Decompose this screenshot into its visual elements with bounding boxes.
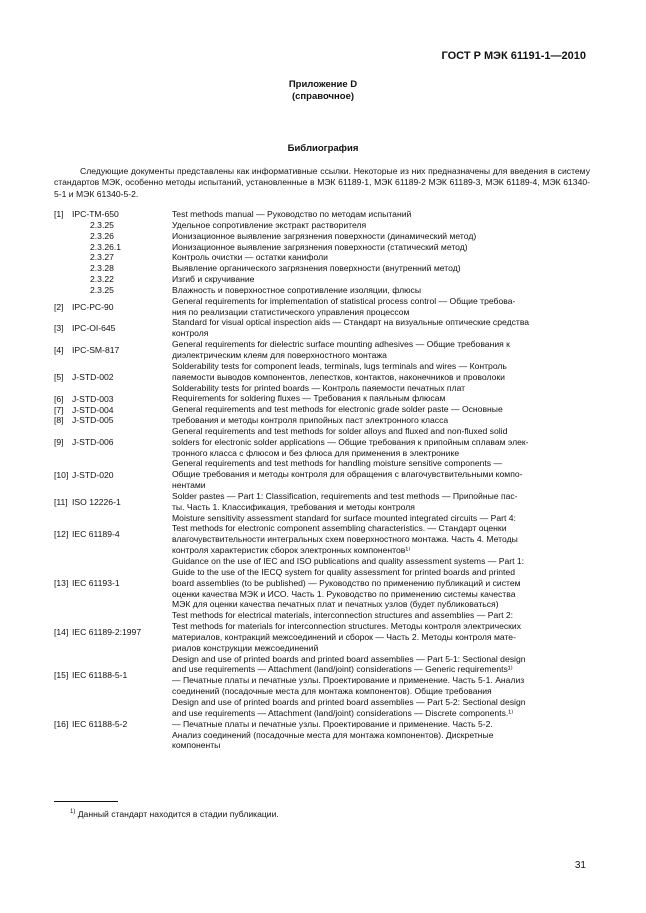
reference-description bbox=[172, 285, 590, 296]
reference-description bbox=[172, 296, 590, 318]
reference-code: IEC 61189-2:1997 bbox=[72, 626, 142, 637]
description-line: Design and use of printed boards and printed board assemblies — Part 5-2: Sectional design bbox=[172, 696, 526, 707]
footnote-divider bbox=[54, 801, 118, 802]
reference-label bbox=[54, 578, 172, 588]
reference-label bbox=[54, 394, 172, 404]
description-line: Test methods for materials for interconnection structures. Методы контроля электрических bbox=[172, 621, 522, 632]
reference-row bbox=[54, 220, 590, 231]
reference-description bbox=[172, 458, 590, 491]
description-line: Test methods for electronic component assembling characteristics. — Стандарт оценки bbox=[172, 523, 507, 534]
reference-row bbox=[54, 697, 590, 751]
description-line: — Печатные платы и печатные узлы. Проектирование и применение. Часть 5-2. bbox=[172, 718, 493, 729]
reference-number: [2] bbox=[54, 301, 64, 312]
description-line: Ионизационное выявление загрязнения поверхности (статический метод) bbox=[172, 241, 468, 252]
reference-row bbox=[54, 209, 590, 220]
description-line: ты. Часть 1. Классификация, требования и методы контроля bbox=[172, 501, 415, 512]
description-line: Test methods manual — Руководство по методам испытаний bbox=[172, 209, 412, 219]
description-line: Изгиб и скручивание bbox=[172, 274, 255, 285]
reference-number: [8] bbox=[54, 415, 64, 426]
description-line: — Печатные платы и печатные узлы. Проектирование и применение. Часть 5-1. Анализ bbox=[172, 675, 525, 686]
reference-row bbox=[54, 242, 590, 253]
clause-number: 2.3.22 bbox=[90, 274, 114, 285]
description-line: General requirements for implementation of statistical process control — Общие требова- bbox=[172, 295, 516, 306]
reference-row bbox=[54, 556, 590, 610]
reference-code: ISO 12226-1 bbox=[72, 496, 121, 507]
reference-row bbox=[54, 393, 590, 404]
reference-description bbox=[172, 317, 590, 339]
description-line: тронного класса с флюсом и без флюса для применения в электронике bbox=[172, 447, 460, 458]
description-line: Удельное сопротивление экстракт растворителя bbox=[172, 219, 367, 230]
section-title: Библиография bbox=[287, 143, 359, 154]
description-line: нентами bbox=[172, 480, 206, 491]
description-line: Анализ соединений (посадочные места для монтажа компонентов). Дискретные bbox=[172, 729, 494, 740]
reference-description bbox=[172, 242, 590, 253]
annex-heading bbox=[0, 79, 646, 103]
reference-row bbox=[54, 404, 590, 415]
reference-description bbox=[172, 426, 590, 459]
reference-row bbox=[54, 274, 590, 285]
description-line: Requirements for soldering fluxes — Требования к паяльным флюсам bbox=[172, 393, 446, 404]
reference-row bbox=[54, 458, 590, 491]
reference-code: IPC-SM-817 bbox=[72, 344, 120, 355]
clause-number: 2.3.26.1 bbox=[90, 241, 122, 252]
reference-row bbox=[54, 339, 590, 361]
reference-number: [9] bbox=[54, 437, 64, 448]
reference-label bbox=[54, 719, 172, 729]
reference-label bbox=[54, 415, 172, 425]
document-header: ГОСТ Р МЭК 61191-1—2010 bbox=[441, 50, 586, 62]
reference-number: [16] bbox=[54, 719, 69, 730]
description-line: General requirements and test methods for electronic grade solder paste — Основные bbox=[172, 404, 503, 415]
reference-code: J-STD-006 bbox=[72, 437, 114, 448]
test-method-clause bbox=[54, 263, 172, 274]
description-line: компоненты bbox=[172, 740, 221, 751]
test-method-clause bbox=[54, 220, 172, 231]
description-line: контроля bbox=[172, 328, 209, 339]
description-line: and use requirements — Attachment (land/joint) considerations — Generic requirements¹⁾ bbox=[172, 664, 513, 675]
test-method-clause bbox=[54, 231, 172, 242]
description-line: оценки качества МЭК и ИСО. Часть 1. Руководство по применению системы качества bbox=[172, 588, 516, 599]
description-line: Guide to the use of the IECQ system for quality assessment for printed boards and printed bbox=[172, 566, 515, 577]
reference-number: [1] bbox=[54, 209, 64, 220]
reference-number: [4] bbox=[54, 344, 64, 355]
reference-label bbox=[54, 529, 172, 539]
description-line: Moisture sensitivity assessment standard for surface mounted integrated circuits — Part 4: bbox=[172, 512, 516, 523]
reference-description bbox=[172, 556, 590, 610]
description-line: Влажность и поверхностное сопротивление изоляции, флюсы bbox=[172, 284, 422, 295]
footnote bbox=[70, 809, 279, 819]
reference-number: [11] bbox=[54, 496, 68, 507]
clause-number: 2.3.27 bbox=[90, 252, 114, 263]
clause-number: 2.3.28 bbox=[90, 263, 114, 274]
description-line: Solder pastes — Part 1: Classification, requirements and test methods — Припойные пас- bbox=[172, 490, 518, 501]
description-line: solders for electronic solder applications — Общие требования к припойным сплавам элек- bbox=[172, 436, 529, 447]
reference-description bbox=[172, 220, 590, 231]
clause-number: 2.3.25 bbox=[90, 284, 114, 295]
description-line: паяемости выводов компонентов, лепестков, контактов, наконечников и проволоки bbox=[172, 371, 505, 382]
reference-row bbox=[54, 252, 590, 263]
reference-row bbox=[54, 610, 590, 653]
reference-list bbox=[54, 209, 590, 751]
reference-number: [3] bbox=[54, 323, 64, 334]
reference-code: IEC 61189-4 bbox=[72, 529, 120, 540]
reference-row bbox=[54, 491, 590, 513]
test-method-clause bbox=[54, 285, 172, 296]
reference-code: IEC 61188-5-2 bbox=[72, 719, 128, 730]
reference-label bbox=[54, 627, 172, 637]
reference-code: J-STD-005 bbox=[72, 415, 114, 426]
description-line: General requirements and test methods for handling moisture sensitive components — bbox=[172, 458, 503, 469]
reference-row bbox=[54, 317, 590, 339]
reference-label bbox=[54, 302, 172, 312]
reference-code: J-STD-004 bbox=[72, 404, 114, 415]
reference-description bbox=[172, 491, 590, 513]
reference-label bbox=[54, 323, 172, 333]
reference-number: [12] bbox=[54, 529, 69, 540]
page-number: 31 bbox=[574, 860, 586, 871]
reference-description bbox=[172, 209, 590, 220]
footnote-text: Данный стандарт находится в стадии публикации. bbox=[77, 809, 279, 819]
description-line: General requirements for dielectric surface mounting adhesives — Общие требования к bbox=[172, 339, 510, 350]
reference-code: IPC-TM-650 bbox=[72, 209, 119, 220]
reference-description bbox=[172, 263, 590, 274]
description-line: Test methods for electrical materials, interconnection structures and assemblies — Part 2: bbox=[172, 610, 514, 621]
description-line: Standard for visual optical inspection aids — Стандарт на визуальные оптические средства bbox=[172, 317, 530, 328]
description-line: Solderability tests for component leads, terminals, lugs terminals and wires — Контроль bbox=[172, 360, 507, 371]
reference-label bbox=[54, 670, 172, 680]
footnote-mark: 1) bbox=[70, 809, 76, 816]
description-line: контроля характеристик сборок электронных компонентов¹⁾ bbox=[172, 545, 411, 556]
description-line: Design and use of printed boards and printed board assemblies — Part 5-1: Sectional design bbox=[172, 653, 526, 664]
reference-row bbox=[54, 296, 590, 318]
reference-number: [15] bbox=[54, 670, 69, 681]
reference-description bbox=[172, 231, 590, 242]
reference-description bbox=[172, 339, 590, 361]
reference-code: J-STD-003 bbox=[72, 393, 114, 404]
reference-description bbox=[172, 404, 590, 415]
description-line: МЭК для оценки качества печатных плат и печатных узлов (будет публиковаться) bbox=[172, 599, 499, 610]
description-line: Ионизационное выявление загрязнения поверхности (динамический метод) bbox=[172, 230, 477, 241]
reference-number: [7] bbox=[54, 404, 64, 415]
reference-label bbox=[54, 497, 172, 507]
reference-code: IEC 61193-1 bbox=[72, 578, 120, 589]
reference-row bbox=[54, 513, 590, 556]
description-line: Выявление органического загрязнения поверхности (внутренний метод) bbox=[172, 263, 461, 274]
description-line: материалов, контракций межсоединений и сборок — Часть 2. Методы контроля мате- bbox=[172, 631, 516, 642]
description-line: риалов конструкции межсоединений bbox=[172, 642, 319, 653]
description-line: влагочувствительности интегральных схем поверхностного монтажа. Часть 4. Методы bbox=[172, 534, 518, 545]
reference-number: [5] bbox=[54, 372, 64, 383]
reference-row bbox=[54, 361, 590, 394]
reference-description bbox=[172, 697, 590, 751]
description-line: Solderability tests for printed boards — Контроль паяемости печатных плат bbox=[172, 382, 466, 393]
reference-description bbox=[172, 513, 590, 556]
reference-number: [10] bbox=[54, 469, 69, 480]
reference-code: J-STD-002 bbox=[72, 372, 114, 383]
clause-number: 2.3.26 bbox=[90, 230, 114, 241]
reference-description bbox=[172, 361, 590, 394]
description-line: board assemblies (to be published) — Руководство по применению публикаций и систем bbox=[172, 577, 521, 588]
reference-code: IPC-OI-645 bbox=[72, 323, 116, 334]
reference-description bbox=[172, 393, 590, 404]
description-line: соединений (посадочные места для монтажа компонентов). Общие требования bbox=[172, 686, 492, 697]
reference-row bbox=[54, 263, 590, 274]
reference-code: IPC-PC-90 bbox=[72, 301, 114, 312]
description-line: General requirements and test methods for solder alloys and fluxed and non-fluxed solid bbox=[172, 425, 508, 436]
annex-title: Приложение D bbox=[288, 79, 358, 90]
test-method-clause bbox=[54, 274, 172, 285]
reference-row bbox=[54, 285, 590, 296]
reference-number: [6] bbox=[54, 393, 64, 404]
reference-code: IEC 61188-5-1 bbox=[72, 670, 128, 681]
test-method-clause bbox=[54, 252, 172, 263]
description-line: Контроль очистки — остатки канифоли bbox=[172, 252, 328, 263]
reference-label bbox=[54, 209, 172, 219]
reference-number: [14] bbox=[54, 626, 69, 637]
clause-number: 2.3.25 bbox=[90, 219, 114, 230]
reference-number: [13] bbox=[54, 578, 69, 589]
reference-description bbox=[172, 415, 590, 426]
description-line: and use requirements — Attachment (land/joint) considerations — Discrete components.¹⁾ bbox=[172, 707, 514, 718]
reference-row bbox=[54, 654, 590, 697]
reference-label bbox=[54, 345, 172, 355]
reference-label bbox=[54, 470, 172, 480]
description-line: диэлектрическим клеям для поверхностного монтажа bbox=[172, 349, 387, 360]
reference-row bbox=[54, 415, 590, 426]
reference-code: J-STD-020 bbox=[72, 469, 114, 480]
reference-label bbox=[54, 405, 172, 415]
annex-subtitle: (справочное) bbox=[291, 91, 355, 102]
reference-description bbox=[172, 252, 590, 263]
reference-row bbox=[54, 231, 590, 242]
reference-label bbox=[54, 372, 172, 382]
reference-label bbox=[54, 437, 172, 447]
description-line: Общие требования и методы контроля для обращения с влагочувствительными компо- bbox=[172, 469, 523, 480]
test-method-clause bbox=[54, 242, 172, 253]
description-line: ния по реализации статистического управления процессом bbox=[172, 306, 410, 317]
description-line: требования и методы контроля припойных паст электронного класса bbox=[172, 415, 449, 426]
reference-description bbox=[172, 274, 590, 285]
reference-description bbox=[172, 610, 590, 653]
intro-paragraph: Следующие документы представлены как информативные ссылки. Некоторые из них предназначены для введения в систему стандартов МЭК, особенно методы испытаний, установленные в МЭК 61189-1, МЭК 61189-2 МЭК 61189-3, МЭК 61189-4, МЭК 61340-5-1 и МЭК 61340-5-2. bbox=[54, 166, 590, 199]
description-line: Guidance on the use of IEC and ISO publications and quality assessment systems — Part 1: bbox=[172, 556, 525, 566]
reference-description bbox=[172, 654, 590, 697]
reference-row bbox=[54, 426, 590, 459]
